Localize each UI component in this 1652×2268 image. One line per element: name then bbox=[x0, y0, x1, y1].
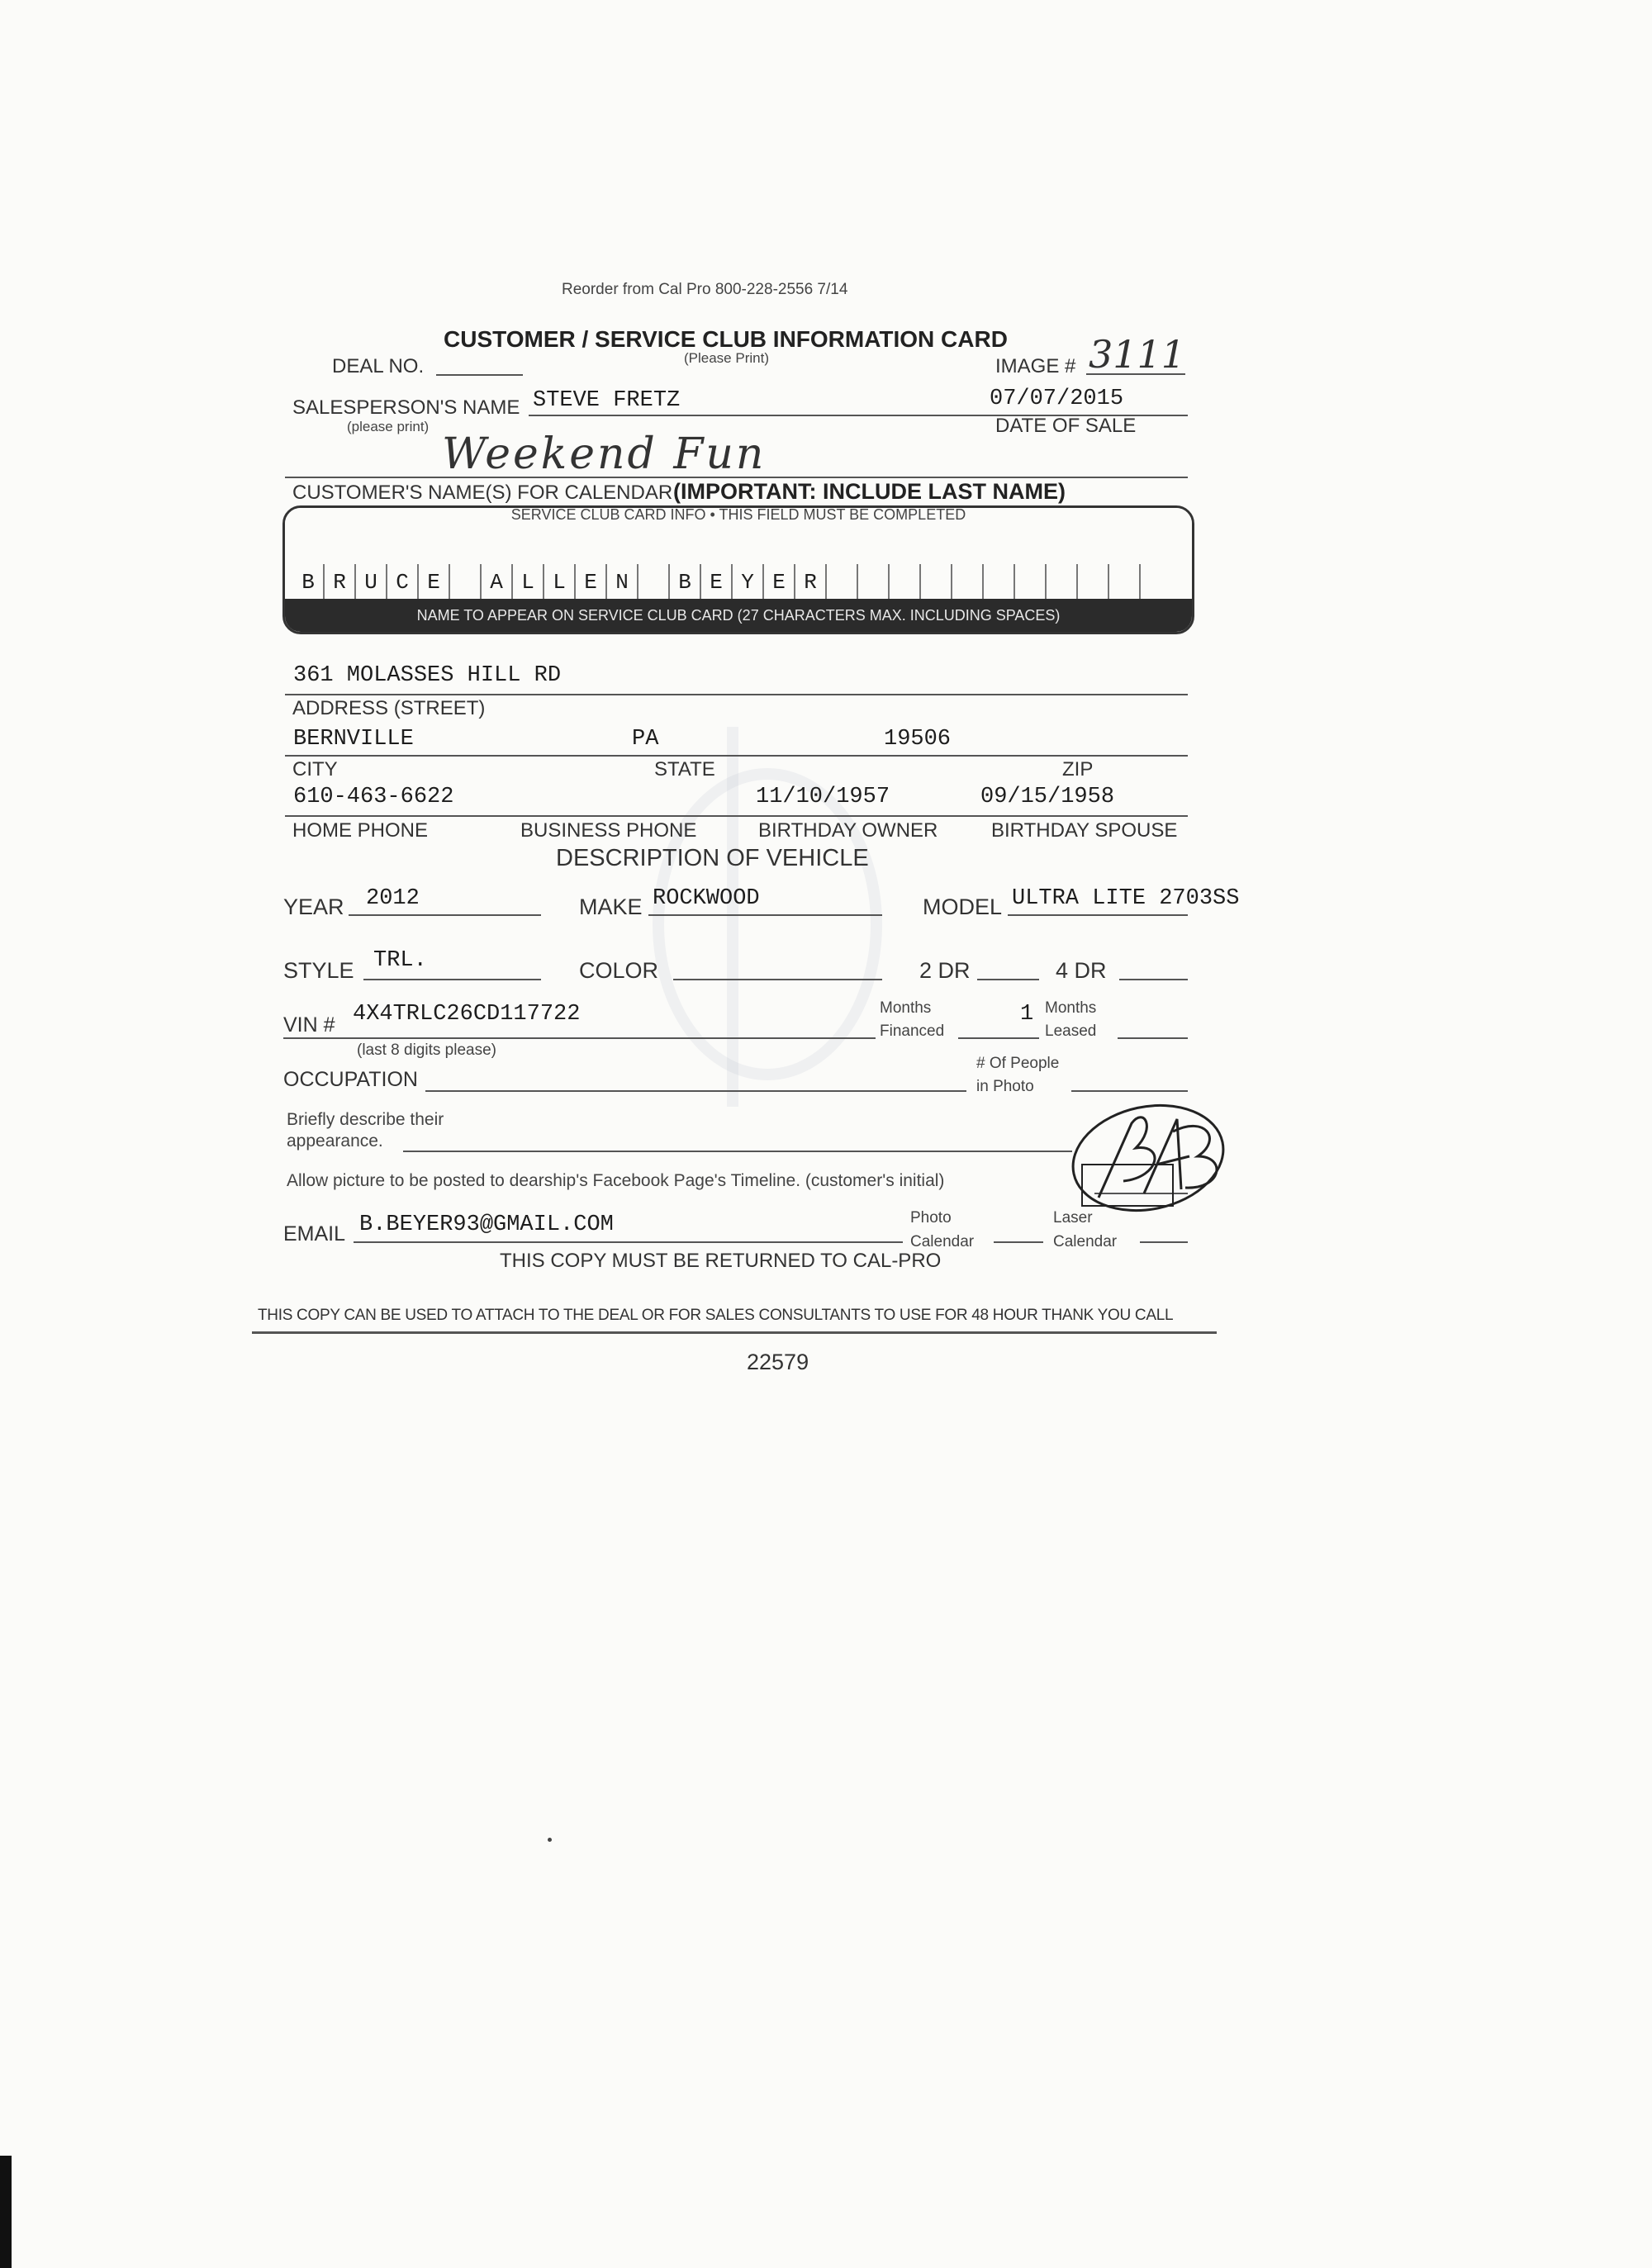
laser-calendar-label-2: Calendar bbox=[1053, 1233, 1118, 1250]
appearance-field[interactable] bbox=[403, 1151, 1072, 1152]
people-in-photo-field[interactable] bbox=[1071, 1090, 1188, 1092]
appearance-label-2: appearance. bbox=[287, 1132, 383, 1151]
service-club-card-char-cell[interactable]: E bbox=[764, 564, 795, 600]
birthday-owner-label: BIRTHDAY OWNER bbox=[758, 819, 938, 842]
service-club-card-name-cells[interactable] bbox=[293, 564, 1141, 600]
date-of-sale-label: DATE OF SALE bbox=[995, 415, 1137, 437]
watermark-logo-stroke bbox=[727, 727, 738, 1107]
service-club-card-footer: NAME TO APPEAR ON SERVICE CLUB CARD (27 CHARACTERS MAX. INCLUDING SPACES) bbox=[285, 599, 1192, 632]
city-state-zip-field[interactable] bbox=[285, 755, 1188, 757]
salesperson-value: STEVE FRETZ bbox=[533, 388, 681, 413]
make-label: MAKE bbox=[579, 894, 643, 919]
occupation-label: OCCUPATION bbox=[283, 1068, 418, 1091]
service-club-card-char-cell[interactable] bbox=[450, 564, 482, 600]
service-club-card-char-cell[interactable]: E bbox=[701, 564, 733, 600]
service-club-card-char-cell[interactable]: C bbox=[387, 564, 419, 600]
year-label: YEAR bbox=[283, 894, 344, 919]
vin-field[interactable] bbox=[283, 1037, 876, 1039]
style-value: TRL. bbox=[373, 948, 427, 973]
laser-calendar-label-1: Laser bbox=[1053, 1209, 1093, 1227]
birthday-owner-value: 11/10/1957 bbox=[756, 785, 890, 809]
image-number-value: 3111 bbox=[1089, 332, 1186, 377]
two-door-field[interactable] bbox=[977, 979, 1039, 980]
city-value: BERNVILLE bbox=[293, 727, 414, 752]
make-value: ROCKWOOD bbox=[653, 886, 760, 911]
vin-label: VIN # bbox=[283, 1013, 335, 1037]
home-phone-label: HOME PHONE bbox=[292, 819, 429, 842]
address-label: ADDRESS (STREET) bbox=[292, 697, 486, 719]
service-club-card-char-cell[interactable] bbox=[1109, 564, 1141, 600]
city-label: CITY bbox=[292, 758, 338, 781]
reorder-note: Reorder from Cal Pro 800-228-2556 7/14 bbox=[562, 281, 848, 298]
color-field[interactable] bbox=[673, 979, 882, 980]
deal-no-field[interactable] bbox=[436, 374, 523, 376]
calendar-name-value: Weekend Fun bbox=[442, 429, 767, 479]
color-label: COLOR bbox=[579, 958, 659, 983]
months-financed-value: 1 bbox=[1020, 1002, 1034, 1027]
style-field[interactable] bbox=[363, 979, 541, 980]
service-club-card-char-cell[interactable] bbox=[638, 564, 670, 600]
state-label: STATE bbox=[654, 758, 715, 781]
year-field[interactable] bbox=[349, 914, 541, 916]
calendar-name-label: CUSTOMER'S NAME(S) FOR CALENDAR bbox=[292, 482, 673, 504]
months-leased-label-2: Leased bbox=[1045, 1022, 1097, 1040]
vin-value: 4X4TRLC26CD117722 bbox=[353, 1002, 581, 1027]
service-club-card-char-cell[interactable] bbox=[827, 564, 858, 600]
people-in-photo-label-2: in Photo bbox=[976, 1078, 1034, 1095]
service-club-card-char-cell[interactable] bbox=[952, 564, 984, 600]
service-club-card-char-cell[interactable]: L bbox=[544, 564, 576, 600]
facebook-consent-label: Allow picture to be posted to dearship's Facebook Page's Timeline. (customer's initial) bbox=[287, 1171, 945, 1190]
salesperson-sub-label: (please print) bbox=[347, 419, 430, 434]
make-field[interactable] bbox=[648, 914, 882, 916]
email-label: EMAIL bbox=[283, 1222, 346, 1246]
service-club-card-char-cell[interactable] bbox=[890, 564, 921, 600]
footer-note: THIS COPY CAN BE USED TO ATTACH TO THE DEAL OR FOR SALES CONSULTANTS TO USE FOR 48 HOUR THANK YOU CALL bbox=[258, 1307, 1174, 1324]
scan-speck bbox=[548, 1838, 552, 1842]
birthday-spouse-value: 09/15/1958 bbox=[980, 785, 1115, 809]
laser-calendar-field[interactable] bbox=[1140, 1241, 1188, 1243]
style-label: STYLE bbox=[283, 958, 354, 983]
occupation-field[interactable] bbox=[425, 1090, 966, 1092]
service-club-card-char-cell[interactable] bbox=[858, 564, 890, 600]
months-leased-label-1: Months bbox=[1045, 999, 1097, 1017]
footer-rule bbox=[252, 1331, 1217, 1334]
image-number-field[interactable] bbox=[1086, 373, 1185, 375]
service-club-card-char-cell[interactable] bbox=[1015, 564, 1047, 600]
service-club-card-char-cell[interactable]: B bbox=[670, 564, 701, 600]
people-in-photo-label-1: # Of People bbox=[976, 1055, 1060, 1072]
service-club-card-char-cell[interactable]: R bbox=[325, 564, 356, 600]
home-phone-value: 610-463-6622 bbox=[293, 785, 454, 809]
service-club-card-header: SERVICE CLUB CARD INFO • THIS FIELD MUST BE COMPLETED bbox=[285, 506, 1192, 524]
return-note: THIS COPY MUST BE RETURNED TO CAL-PRO bbox=[500, 1250, 942, 1272]
deal-no-label: DEAL NO. bbox=[332, 355, 425, 377]
zip-value: 19506 bbox=[884, 727, 952, 752]
form-title: CUSTOMER / SERVICE CLUB INFORMATION CARD bbox=[444, 326, 1008, 352]
address-value: 361 MOLASSES HILL RD bbox=[293, 663, 562, 688]
phone-birthday-field[interactable] bbox=[285, 815, 1188, 817]
service-club-card-char-cell[interactable]: B bbox=[293, 564, 325, 600]
image-number-label: IMAGE # bbox=[995, 355, 1076, 377]
photo-calendar-field[interactable] bbox=[994, 1241, 1043, 1243]
service-club-card-box bbox=[282, 505, 1194, 634]
state-value: PA bbox=[632, 727, 659, 752]
form-number: 22579 bbox=[747, 1350, 809, 1374]
appearance-label-1: Briefly describe their bbox=[287, 1110, 444, 1129]
service-club-card-char-cell[interactable]: A bbox=[482, 564, 513, 600]
months-financed-field[interactable] bbox=[958, 1037, 1039, 1039]
vin-sub-label: (last 8 digits please) bbox=[357, 1041, 496, 1059]
service-club-card-char-cell[interactable]: U bbox=[356, 564, 387, 600]
months-financed-label-2: Financed bbox=[880, 1022, 945, 1040]
model-field[interactable] bbox=[1008, 914, 1188, 916]
vehicle-heading: DESCRIPTION OF VEHICLE bbox=[556, 845, 869, 871]
two-door-label: 2 DR bbox=[919, 958, 971, 983]
service-club-card-char-cell[interactable] bbox=[984, 564, 1015, 600]
customer-initials-signature bbox=[1066, 1098, 1239, 1222]
four-door-field[interactable] bbox=[1119, 979, 1188, 980]
email-field[interactable] bbox=[354, 1241, 903, 1243]
service-club-card-char-cell[interactable] bbox=[921, 564, 952, 600]
email-value: B.BEYER93@GMAIL.COM bbox=[359, 1212, 614, 1237]
calendar-name-field[interactable] bbox=[285, 477, 1188, 478]
service-club-card-char-cell[interactable]: E bbox=[419, 564, 450, 600]
service-club-card-char-cell[interactable]: L bbox=[513, 564, 544, 600]
photo-calendar-label-1: Photo bbox=[910, 1209, 952, 1227]
service-club-card-char-cell[interactable]: Y bbox=[733, 564, 764, 600]
months-leased-field[interactable] bbox=[1118, 1037, 1188, 1039]
scan-edge-mark bbox=[0, 2156, 12, 2268]
address-field[interactable] bbox=[285, 694, 1188, 695]
please-print-note: (Please Print) bbox=[684, 350, 769, 366]
model-label: MODEL bbox=[923, 894, 1003, 919]
zip-label: ZIP bbox=[1062, 758, 1094, 781]
calendar-name-important: (IMPORTANT: INCLUDE LAST NAME) bbox=[673, 479, 1066, 504]
four-door-label: 4 DR bbox=[1056, 958, 1107, 983]
service-club-card-char-cell[interactable] bbox=[1078, 564, 1109, 600]
business-phone-label: BUSINESS PHONE bbox=[520, 819, 697, 842]
service-club-card-char-cell[interactable] bbox=[1047, 564, 1078, 600]
months-financed-label-1: Months bbox=[880, 999, 932, 1017]
birthday-spouse-label: BIRTHDAY SPOUSE bbox=[991, 819, 1178, 842]
date-of-sale-value: 07/07/2015 bbox=[990, 387, 1124, 411]
service-club-card-char-cell[interactable]: E bbox=[576, 564, 607, 600]
service-club-card-char-cell[interactable]: R bbox=[795, 564, 827, 600]
service-club-card-char-cell[interactable]: N bbox=[607, 564, 638, 600]
salesperson-label: SALESPERSON'S NAME bbox=[292, 396, 520, 419]
model-value: ULTRA LITE 2703SS bbox=[1012, 886, 1240, 911]
photo-calendar-label-2: Calendar bbox=[910, 1233, 975, 1250]
year-value: 2012 bbox=[366, 886, 420, 911]
